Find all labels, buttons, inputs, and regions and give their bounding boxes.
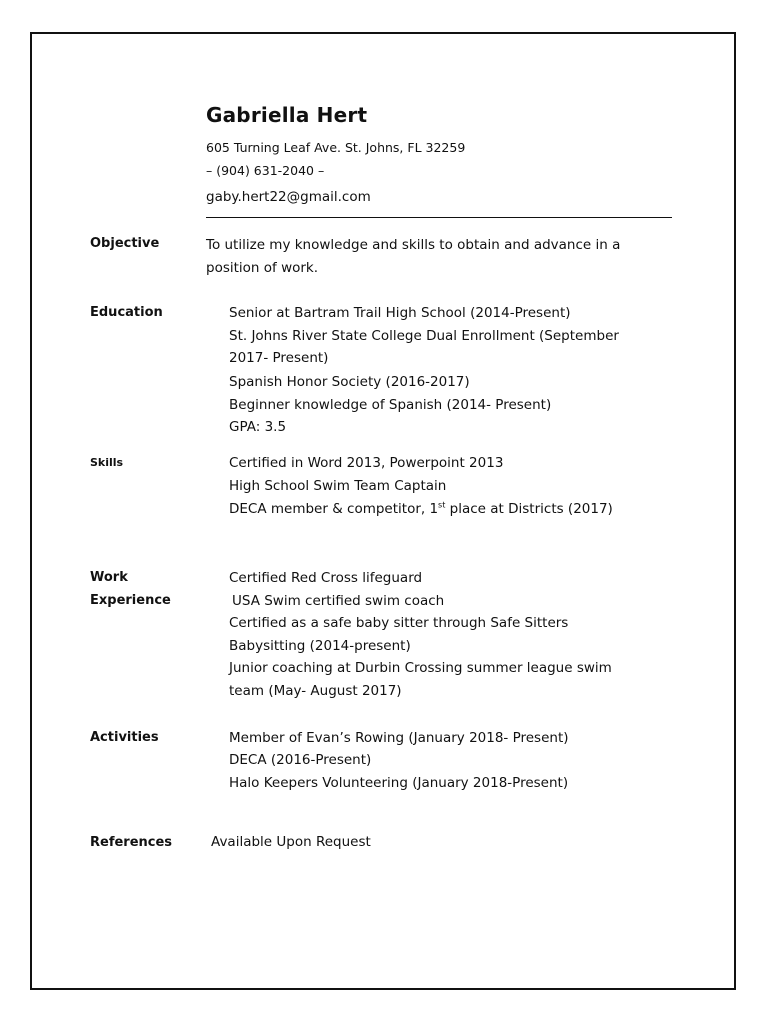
work-line: Junior coaching at Durbin Crossing summer league swim bbox=[229, 660, 612, 676]
education-line: Spanish Honor Society (2016-2017) bbox=[229, 374, 470, 390]
work-label-line2: Experience bbox=[90, 593, 171, 608]
deca-text-prefix: DECA member & competitor, 1 bbox=[229, 501, 439, 517]
work-label-line1: Work bbox=[90, 570, 128, 585]
objective-line: To utilize my knowledge and skills to obtain and advance in a bbox=[206, 237, 621, 253]
activities-line: Member of Evan’s Rowing (January 2018- Present) bbox=[229, 730, 569, 746]
phone-line: – (904) 631-2040 – bbox=[206, 163, 325, 178]
work-line: Certified Red Cross lifeguard bbox=[229, 570, 423, 586]
skills-label: Skills bbox=[90, 456, 124, 469]
applicant-name: Gabriella Hert bbox=[206, 103, 368, 127]
activities-label: Activities bbox=[90, 730, 159, 745]
activities-line: Halo Keepers Volunteering (January 2018-Present) bbox=[229, 775, 569, 791]
objective-label: Objective bbox=[90, 236, 160, 251]
skills-line: Certified in Word 2013, Powerpoint 2013 bbox=[229, 455, 504, 471]
address-line: 605 Turning Leaf Ave. St. Johns, FL 32259 bbox=[206, 140, 466, 155]
education-line: St. Johns River State College Dual Enrollment (September bbox=[229, 328, 619, 344]
skills-line-deca bbox=[229, 498, 613, 520]
email-line: gaby.hert22@gmail.com bbox=[206, 189, 371, 205]
work-line: Babysitting (2014-present) bbox=[229, 638, 411, 654]
header-divider bbox=[206, 217, 672, 218]
education-line: GPA: 3.5 bbox=[229, 419, 287, 435]
education-line: 2017- Present) bbox=[229, 350, 329, 366]
education-line: Beginner knowledge of Spanish (2014- Present) bbox=[229, 397, 552, 413]
education-label: Education bbox=[90, 305, 163, 320]
skills-line: High School Swim Team Captain bbox=[229, 478, 447, 494]
references-label: References bbox=[90, 835, 173, 850]
references-text: Available Upon Request bbox=[211, 834, 371, 850]
work-line: team (May- August 2017) bbox=[229, 683, 402, 699]
ordinal-superscript: st bbox=[438, 500, 446, 510]
objective-line: position of work. bbox=[206, 260, 319, 276]
deca-text-suffix: place at Districts (2017) bbox=[445, 501, 613, 517]
activities-line: DECA (2016-Present) bbox=[229, 752, 372, 768]
work-line: USA Swim certified swim coach bbox=[232, 593, 445, 609]
work-line: Certified as a safe baby sitter through Safe Sitters bbox=[229, 615, 569, 631]
education-line: Senior at Bartram Trail High School (2014-Present) bbox=[229, 305, 571, 321]
